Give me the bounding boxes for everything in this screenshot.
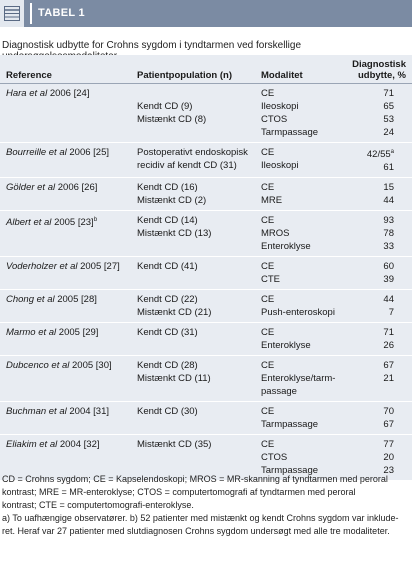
reference-cell <box>0 323 131 356</box>
modality-value: CE <box>261 261 275 273</box>
modality-value: MRE <box>261 195 283 207</box>
population-value: recidiv af kendt CD (31) <box>137 160 237 171</box>
reference-cell <box>0 402 131 435</box>
abbreviation-line: kontrast; CTE = computertomografi-enteroklyse. <box>2 500 194 510</box>
modality-cell <box>255 84 343 143</box>
result-value: 26 <box>383 340 394 352</box>
reference-year: 2004 <box>59 439 81 451</box>
result-value: 67 <box>383 419 394 431</box>
reference-authors: Marmo et al <box>6 327 57 339</box>
population-value <box>137 240 251 253</box>
column-header-population: Patientpopulation (n) <box>137 70 232 81</box>
reference-year: 2005 <box>57 294 79 306</box>
population-value <box>137 451 251 464</box>
population-value: Kendt CD (31) <box>137 327 198 339</box>
table-header-row <box>0 55 412 84</box>
table-title: TABEL 1 <box>38 7 85 19</box>
modality-value: CE <box>261 147 275 158</box>
population-value <box>137 273 251 286</box>
result-value: 61 <box>383 162 394 174</box>
modality-cell <box>255 290 343 323</box>
result-value: 21 <box>383 373 394 385</box>
reference-number: [32] <box>83 439 100 451</box>
modality-cell <box>255 356 343 402</box>
column-header-reference: Reference <box>6 70 52 81</box>
result-value: 93 <box>383 215 394 227</box>
result-cell <box>343 402 412 435</box>
population-value: Mistænkt CD (35) <box>137 439 212 451</box>
reference-year: 2005 <box>80 261 102 273</box>
population-cell <box>131 84 255 143</box>
reference-number: [29] <box>82 327 99 339</box>
modality-value: passage <box>261 386 297 398</box>
population-cell <box>131 323 255 356</box>
population-value <box>137 126 251 139</box>
reference-authors: Voderholzer et al <box>6 261 78 273</box>
result-cell <box>343 178 412 211</box>
modality-value: Tarmpassage <box>261 127 319 138</box>
table-header-bar <box>0 0 412 27</box>
reference-cell <box>0 143 131 178</box>
reference-cell <box>0 356 131 402</box>
population-cell <box>131 356 255 402</box>
reference-year: 2006 <box>49 88 71 99</box>
reference-authors: Chong et al <box>6 294 55 306</box>
modality-value: CE <box>261 406 275 418</box>
population-cell <box>131 178 255 211</box>
population-value: Mistænkt CD (8) <box>137 114 207 125</box>
table-row <box>0 257 412 290</box>
reference-number: [28] <box>81 294 97 306</box>
population-value <box>137 418 251 431</box>
modality-value: Tarmpassage <box>261 419 319 431</box>
result-value: 33 <box>383 241 394 253</box>
modality-value: Push-enteroskopi <box>261 307 335 319</box>
result-cell <box>343 356 412 402</box>
modality-value: Ileoskopi <box>261 160 299 171</box>
result-cell <box>343 84 412 143</box>
modality-cell <box>255 402 343 435</box>
table-footnotes <box>2 473 410 538</box>
population-value: Mistænkt CD (21) <box>137 307 212 319</box>
result-value: 42/55$^a$ <box>366 149 394 161</box>
modality-value: CTOS <box>261 452 288 464</box>
data-table <box>0 55 412 481</box>
table-caption: Diagnostisk udbytte for Crohns sygdom i tyndtarmen ved forskellige <box>2 40 302 51</box>
reference-year: 2005 <box>58 327 80 339</box>
result-value: 39 <box>383 274 394 286</box>
population-value: Kendt CD (14) <box>137 215 198 227</box>
population-cell <box>131 257 255 290</box>
modality-value: CE <box>261 327 275 339</box>
modality-value: CE <box>261 88 275 99</box>
column-header-result <box>343 55 412 84</box>
reference-cell <box>0 257 131 290</box>
column-header-modality: Modalitet <box>261 70 303 81</box>
modality-cell <box>255 257 343 290</box>
population-value: Mistænkt CD (2) <box>137 195 207 207</box>
reference-cell <box>0 84 131 143</box>
result-value: 77 <box>383 439 394 451</box>
column-header-result-line: udbytte, % <box>357 70 406 81</box>
population-cell <box>131 402 255 435</box>
reference-number: [26] <box>81 182 98 194</box>
result-value: 23 <box>383 465 394 477</box>
result-value: 71 <box>383 88 394 99</box>
result-value: 67 <box>383 360 394 372</box>
result-value: 65 <box>383 101 394 112</box>
modality-cell <box>255 211 343 257</box>
reference-authors: Eliakim et al <box>6 439 58 451</box>
population-value: Postoperativt endoskopisk <box>137 147 248 158</box>
population-value: Mistænkt CD (13) <box>137 228 212 240</box>
population-value <box>137 87 251 100</box>
modality-cell <box>255 323 343 356</box>
reference-year: 2004 <box>69 406 91 418</box>
reference-number: [30] <box>95 360 112 372</box>
modality-cell <box>255 178 343 211</box>
population-value: Kendt CD (9) <box>137 101 193 112</box>
footnote-line: ret. Heraf var 27 patienter med slutdiagnosen Crohns sygdom undersøgt med alle tre modaliteter. <box>2 526 390 536</box>
reference-year: 2006 <box>57 182 79 194</box>
population-value: Kendt CD (22) <box>137 294 198 306</box>
result-value: 71 <box>383 327 394 339</box>
abbreviation-line: kontrast; MRE = MR-enteroklyse; CTOS = computertomografi af tyndtarmen med peroral <box>2 487 356 497</box>
modality-value: Enteroklyse/tarm- <box>261 373 336 385</box>
population-value: Kendt CD (30) <box>137 406 198 418</box>
abbreviation-line: CD = Crohns sygdom; CE = Kapselendoskopi; MROS = MR-skanning af tyndtarmen med peroral <box>2 474 388 484</box>
title-divider <box>30 3 32 24</box>
reference-authors: Dubcenco et al <box>6 360 70 372</box>
result-value: 70 <box>383 406 394 418</box>
reference-year: 2005 <box>72 360 94 372</box>
modality-value: CE <box>261 294 275 306</box>
modality-value: CE <box>261 182 275 194</box>
population-value: Kendt CD (41) <box>137 261 198 273</box>
data-table-container <box>0 55 412 481</box>
modality-value: CTOS <box>261 114 288 125</box>
column-header-result-line: Diagnostisk <box>352 59 406 70</box>
reference-authors: Hara et al <box>6 88 48 99</box>
population-cell <box>131 290 255 323</box>
result-cell <box>343 323 412 356</box>
reference-authors: Gölder et al <box>6 182 56 194</box>
modality-value: CE <box>261 360 275 372</box>
result-value: 53 <box>383 114 394 125</box>
reference-year: 2006 <box>69 147 91 158</box>
modality-value: Ileoskopi <box>261 101 299 112</box>
modality-value: CE <box>261 215 275 227</box>
reference-year: 2005 <box>54 217 76 229</box>
modality-value: CTE <box>261 274 280 286</box>
reference-authors: Bourreille et al <box>6 147 67 158</box>
reference-number: [25] <box>93 147 110 158</box>
result-value: 24 <box>383 127 394 138</box>
modality-cell <box>255 143 343 178</box>
result-cell <box>343 257 412 290</box>
modality-value: Enteroklyse <box>261 340 311 352</box>
result-value: 15 <box>383 182 394 194</box>
table-row <box>0 402 412 435</box>
table-row <box>0 143 412 178</box>
population-value <box>137 339 251 352</box>
result-value: 44 <box>383 195 394 207</box>
population-cell <box>131 143 255 178</box>
result-value <box>349 385 394 398</box>
result-cell <box>343 290 412 323</box>
footnote-marker: a <box>390 149 394 155</box>
reference-cell <box>0 211 131 257</box>
reference-number: [24] <box>73 88 90 99</box>
modality-value: CE <box>261 439 275 451</box>
population-value: Kendt CD (28) <box>137 360 198 372</box>
reference-cell <box>0 290 131 323</box>
result-cell <box>343 211 412 257</box>
result-value: 20 <box>383 452 394 464</box>
population-value: Kendt CD (16) <box>137 182 198 194</box>
table-row <box>0 356 412 402</box>
table-row <box>0 84 412 143</box>
population-value: Mistænkt CD (11) <box>137 373 211 385</box>
reference-number: [23] <box>77 217 94 229</box>
table-icon <box>0 0 24 27</box>
reference-authors: Buchman et al <box>6 406 67 418</box>
population-cell <box>131 211 255 257</box>
reference-cell <box>0 178 131 211</box>
footnote-line: a) To uafhængige observatører. b) 52 patienter med mistænkt og kendt Crohns sygdom var inklude- <box>2 513 399 523</box>
result-value: 44 <box>383 294 394 306</box>
modality-value: MROS <box>261 228 290 240</box>
result-value: 60 <box>383 261 394 273</box>
reference-number: [27] <box>103 261 120 273</box>
modality-value: Tarmpassage <box>261 465 319 477</box>
result-value: 7 <box>388 307 394 319</box>
table-row <box>0 323 412 356</box>
reference-authors: Albert et al <box>6 217 52 229</box>
table-row <box>0 211 412 257</box>
reference-number: [31] <box>93 406 110 418</box>
population-value <box>137 385 251 398</box>
table-row <box>0 178 412 211</box>
result-cell <box>343 143 412 178</box>
footnote-marker: b <box>93 217 98 224</box>
result-value: 78 <box>383 228 394 240</box>
table-row <box>0 290 412 323</box>
modality-value: Enteroklyse <box>261 241 311 253</box>
